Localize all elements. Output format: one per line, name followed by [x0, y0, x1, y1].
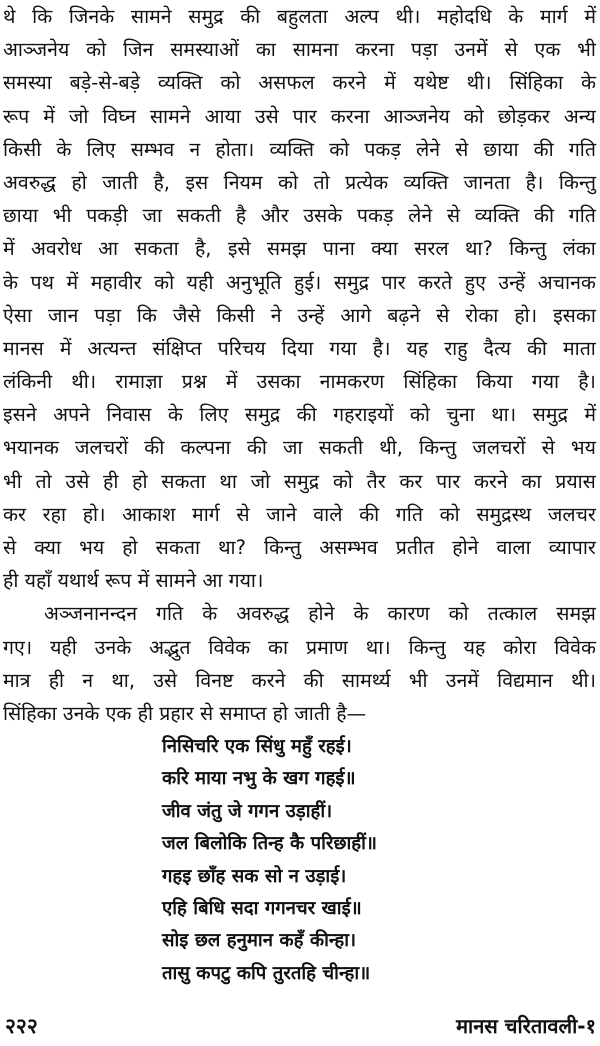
text-line: थे कि जिनके सामने समुद्र की बहुलता अल्प थी। महोदधि के मार्ग में — [3, 5, 596, 28]
text-line: भी तो उसे ही हो सकता था जो समुद्र को तैर कर पार करने का प्रयास — [3, 469, 596, 493]
verse-line: तासु कपटु कपि तुरतहि चीन्हा॥ — [162, 962, 371, 984]
text-line: गए। यही उनके अद्भुत विवेक का प्रमाण था। किन्तु यह कोरा विवेक — [3, 635, 596, 659]
text-line: मात्र ही न था, उसे विनष्ट करने की सामर्थ्य भी उनमें विद्यमान थी। — [3, 668, 596, 692]
verse-line: सोइ छल हनुमान कहँ कीन्हा। — [162, 930, 357, 952]
text-line: ऐसा जान पड़ा कि जैसे किसी ने उन्हें आगे बढ़ने से रोका हो। इसका — [3, 303, 596, 327]
verse-line: एहि बिधि सदा गगनचर खाई॥ — [162, 897, 362, 919]
text-line: समस्या बड़े-से-बड़े व्यक्ति को असफल करने में यथेष्ट थी। सिंहिका के — [3, 71, 596, 95]
book-title: मानस चरितावली-१ — [456, 1014, 596, 1038]
text-line: मानस में अत्यन्त संक्षिप्त परिचय दिया गया है। यह राहु दैत्य की माता — [3, 336, 596, 360]
verse-line: जीव जंतु जे गगन उड़ाहीं। — [162, 800, 333, 822]
text-line: में अवरोध आ सकता है, इसे समझ पाना क्या सरल था? किन्तु लंका — [3, 237, 596, 261]
text-line: कर रहा हो। आकाश मार्ग से जाने वाले की गति को समुद्रस्थ जलचर — [3, 502, 596, 526]
text-line: से क्या भय हो सकता था? किन्तु असम्भव प्रतीत होने वाला व्यापार — [3, 536, 596, 559]
text-line: किसी के लिए सम्भव न होता। व्यक्ति को पकड़ लेने से छाया की गति — [3, 137, 596, 161]
verse-line: निसिचरि एक सिंधु महुँ रहई। — [162, 736, 352, 757]
page-footer — [0, 1008, 600, 1046]
text-line: अञ्जनानन्दन गति के अवरुद्ध होने के कारण को तत्काल समझ — [44, 602, 596, 626]
text-line: लंकिनी थी। रामाज्ञा प्रश्न में उसका नामकरण सिंहिका किया गया है। — [3, 370, 596, 394]
text-line: आञ्जनेय को जिन समस्याओं का सामना करना पड़ा उनमें से एक भी — [3, 38, 596, 62]
page-number: २२२ — [5, 1014, 38, 1038]
verse-line: जल बिलोकि तिन्ह कै परिछाहीं॥ — [162, 833, 377, 855]
text-line: सिंहिका उनके एक ही प्रहार से समाप्त हो जाती है— — [3, 701, 367, 725]
paragraph-2 — [0, 597, 600, 730]
text-line: ही यहाँ यथार्थ रूप में सामने आ गया। — [3, 569, 264, 593]
verse-line: गहइ छाँह सक सो न उड़ाई। — [162, 865, 347, 887]
text-line: के पथ में महावीर को यही अनुभूति हुई। समुद्र पार करते हुए उन्हें अचानक — [3, 270, 596, 294]
text-line: भयानक जलचरों की कल्पना की जा सकती थी, किन्तु जलचरों से भय — [3, 436, 596, 460]
text-line: रूप में जो विघ्न सामने आया उसे पार करना आञ्जनेय को छोड़कर अन्य — [3, 104, 596, 128]
text-line: छाया भी पकड़ी जा सकती है और उसके पकड़ लेने से व्यक्ति की गति — [3, 204, 596, 228]
text-line: इसने अपने निवास के लिए समुद्र की गहराइयों को चुना था। समुद्र में — [3, 403, 596, 427]
text-line: अवरुद्ध हो जाती है, इस नियम को तो प्रत्येक व्यक्ति जानता है। किन्तु — [3, 170, 596, 194]
verse-line: करि माया नभु के खग गहई॥ — [162, 768, 356, 790]
verse-block — [162, 731, 462, 990]
